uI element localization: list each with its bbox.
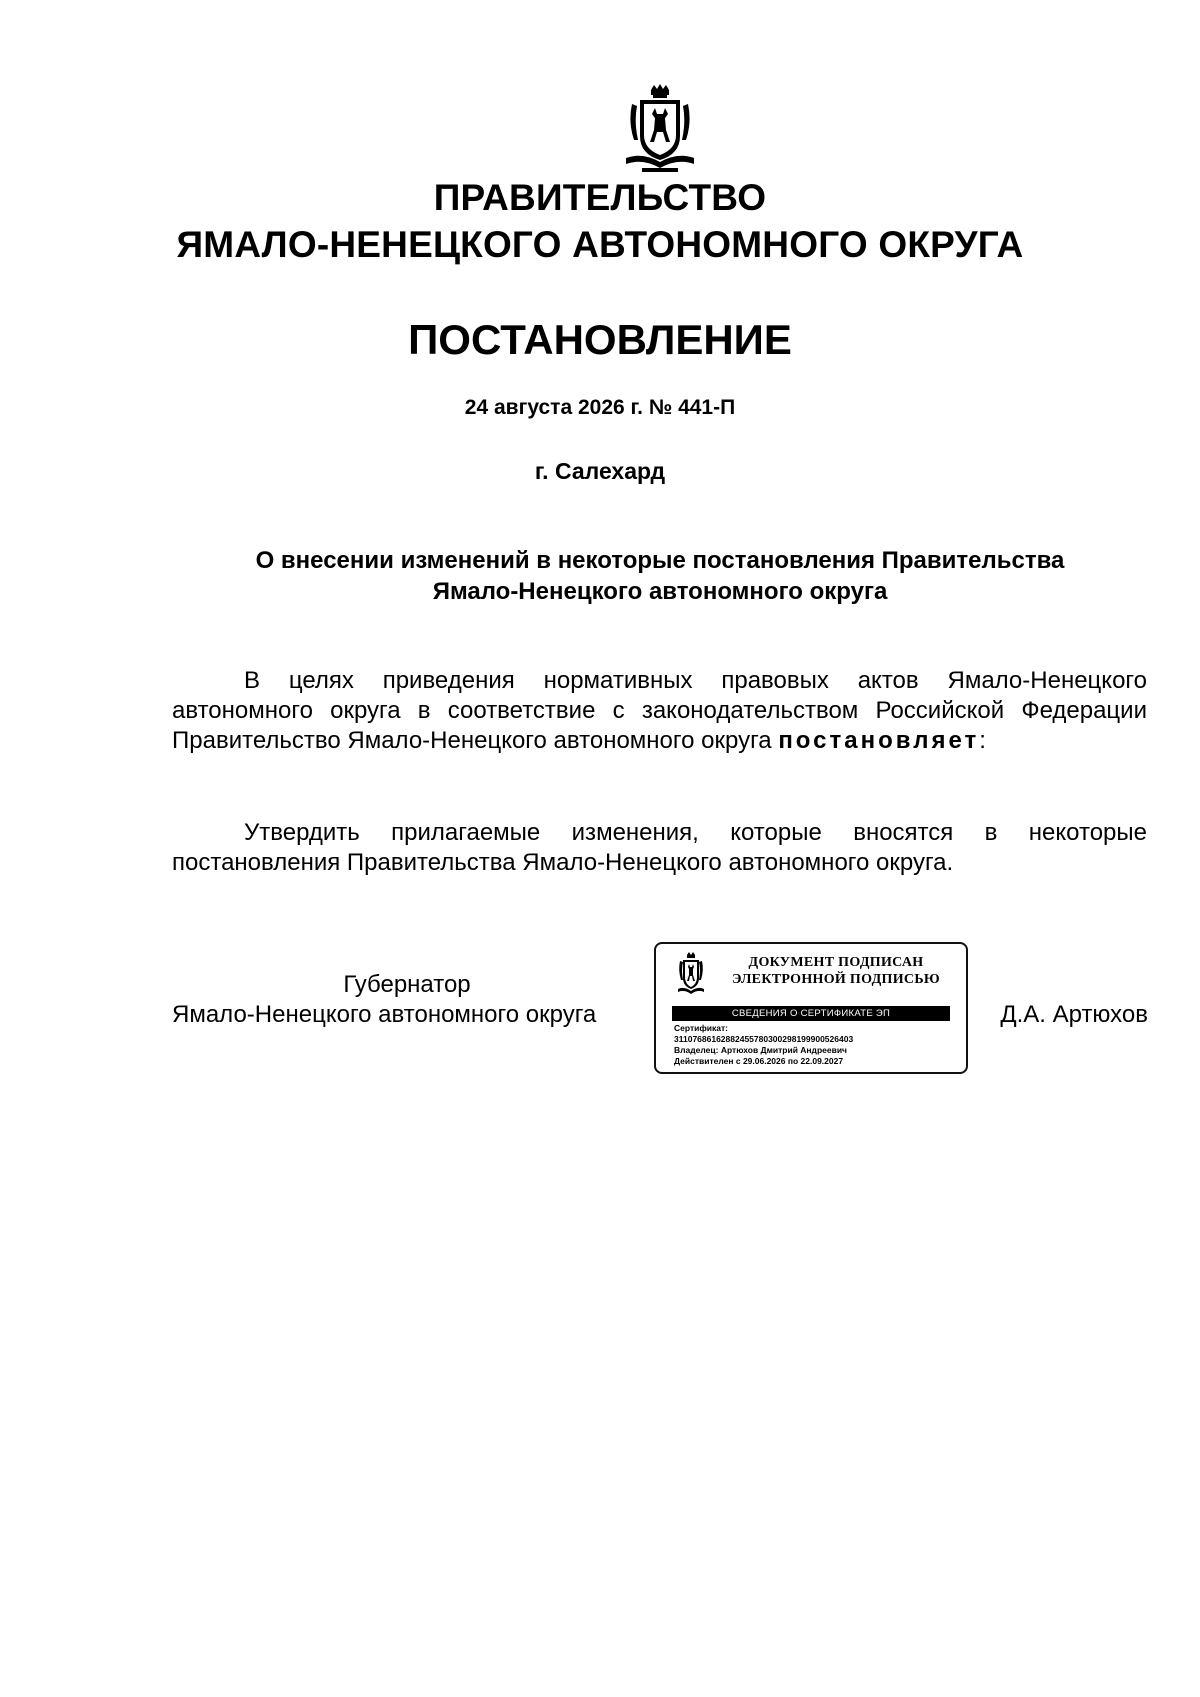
signer-name: Д.А. Артюхов <box>1000 1001 1148 1028</box>
signer-title <box>172 970 642 1030</box>
preamble-colon: : <box>979 727 986 754</box>
subject-line2: Ямало-Ненецкого автономного округа <box>432 578 888 605</box>
document-subject <box>160 545 1160 607</box>
stamp-title <box>716 954 956 988</box>
government-name-line1: ПРАВИТЕЛЬСТВО <box>433 177 767 218</box>
decree-keyword: постановляет <box>778 727 980 754</box>
resolution-paragraph: Утвердить прилагаемые изменения, которые вносятся в некоторые постановления Правительства Ямало-Ненецкого автономного округа. <box>172 819 1147 876</box>
document-city: г. Салехард <box>534 458 666 484</box>
certificate-label: Сертификат: <box>674 1023 728 1033</box>
stamp-title-line1: ДОКУМЕНТ ПОДПИСАН <box>748 955 924 970</box>
preamble-paragraph <box>172 666 1147 756</box>
preamble-text: В целях приведения нормативных правовых актов Ямало-Ненецкого автономного округа в соответствие с законодательством Российской Федерации Правительство Ямало-Ненецкого автономного округа <box>172 667 1147 754</box>
subject-line1: О внесении изменений в некоторые постановления Правительства <box>255 547 1065 574</box>
document-date-number: 24 августа 2026 г. № 441-П <box>464 396 736 419</box>
stamp-title-line2: ЭЛЕКТРОННОЙ ПОДПИСЬЮ <box>732 972 940 987</box>
yamal-coat-of-arms-icon <box>622 84 698 174</box>
e-signature-stamp <box>654 942 968 1074</box>
signer-position: Губернатор <box>343 971 471 998</box>
document-type-title: ПОСТАНОВЛЕНИЕ <box>408 316 792 363</box>
signer-region: Ямало-Ненецкого автономного округа <box>172 1001 597 1028</box>
government-name-line2: ЯМАЛО-НЕНЕЦКОГО АВТОНОМНОГО ОКРУГА <box>176 224 1024 265</box>
certificate-validity: Действителен с 29.06.2026 по 22.09.2027 <box>674 1056 844 1066</box>
stamp-certificate-info <box>674 1023 954 1067</box>
certificate-owner: Владелец: Артюхов Дмитрий Андреевич <box>674 1045 847 1055</box>
certificate-number: 31107686162882455780300298199900526403 <box>674 1034 854 1044</box>
yamal-coat-of-arms-icon <box>676 952 706 996</box>
stamp-certificate-bar: СВЕДЕНИЯ О СЕРТИФИКАТЕ ЭП <box>672 1006 950 1021</box>
